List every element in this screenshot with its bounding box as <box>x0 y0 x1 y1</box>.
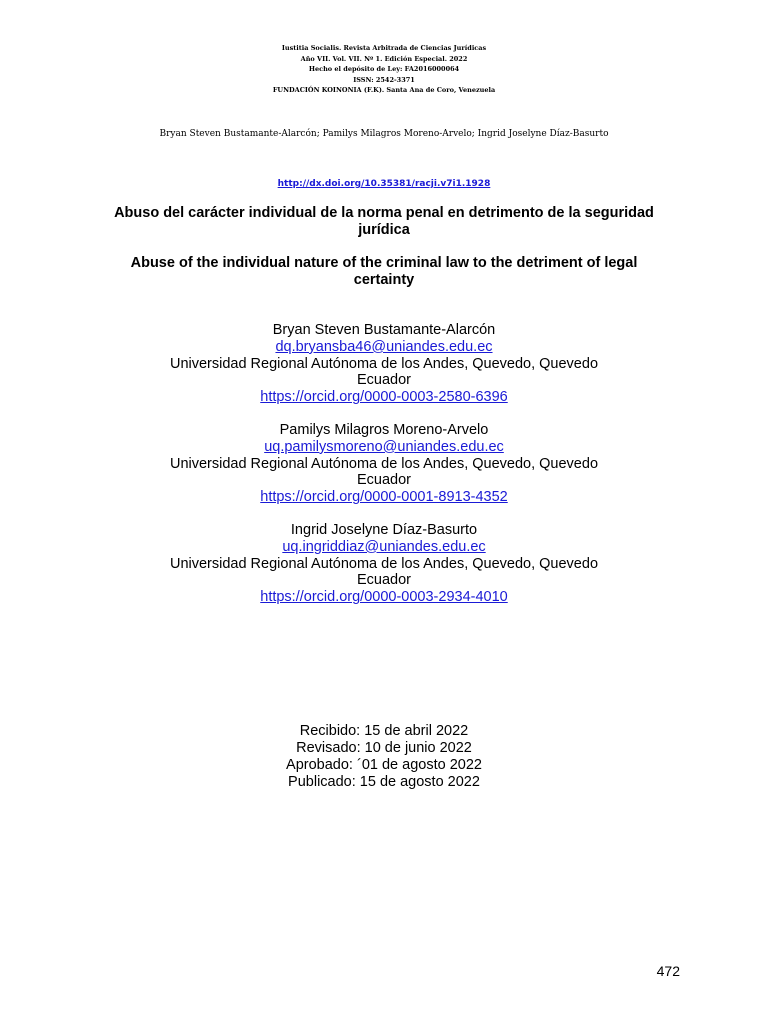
author-country: Ecuador <box>356 472 411 489</box>
author-affiliation: Universidad Regional Autónoma de los Andes, Quevedo, Quevedo <box>169 555 599 572</box>
author-affiliation: Universidad Regional Autónoma de los Andes, Quevedo, Quevedo <box>169 455 599 472</box>
author-affiliation: Universidad Regional Autónoma de los Andes, Quevedo, Quevedo <box>169 355 599 372</box>
journal-volume: Año VII. Vol. VII. Nº 1. Edición Especial. 2022 <box>300 54 468 63</box>
journal-name: Iustitia Socialis. Revista Arbitrada de Ciencias Jurídicas <box>281 44 487 52</box>
author-name: Pamilys Milagros Moreno-Arvelo <box>279 422 489 438</box>
date-approved: Aprobado: ´01 de agosto 2022 <box>286 757 482 773</box>
date-received: Recibido: 15 de abril 2022 <box>299 723 469 739</box>
journal-publisher: FUNDACIÓN KOINONIA (F.K). Santa Ana de Coro, Venezuela <box>272 86 496 94</box>
date-revised: Revisado: 10 de junio 2022 <box>296 740 472 756</box>
article-dates <box>0 723 768 791</box>
author-orcid[interactable]: https://orcid.org/0000-0003-2934-4010 <box>260 589 508 606</box>
running-authors: Bryan Steven Bustamante-Alarcón; Pamilys Milagros Moreno-Arvelo; Ingrid Joselyne Díaz-Basurto <box>159 129 609 139</box>
date-published: Publicado: 15 de agosto 2022 <box>288 774 480 790</box>
author-orcid[interactable]: https://orcid.org/0000-0003-2580-6396 <box>260 389 508 406</box>
author-country: Ecuador <box>356 572 411 589</box>
author-email[interactable]: uq.pamilysmoreno@uniandes.edu.ec <box>264 438 504 455</box>
author-email[interactable]: uq.ingriddiaz@uniandes.edu.ec <box>282 538 486 555</box>
journal-header <box>0 43 768 96</box>
author-block <box>0 522 768 606</box>
author-orcid[interactable]: https://orcid.org/0000-0001-8913-4352 <box>260 489 508 506</box>
doi-container <box>0 173 768 191</box>
title-spanish: Abuso del carácter individual de la norma penal en detrimento de la seguridad jurídica <box>114 205 654 238</box>
author-block <box>0 422 768 506</box>
author-country: Ecuador <box>356 372 411 389</box>
page-number: 472 <box>656 963 680 979</box>
journal-issn: ISSN: 2542-3371 <box>353 75 415 84</box>
journal-deposit: Hecho el depósito de Ley: FA2016000064 <box>308 65 460 73</box>
author-name: Bryan Steven Bustamante-Alarcón <box>272 322 496 338</box>
doi-link[interactable]: http://dx.doi.org/10.35381/racji.v7i1.1928 <box>277 179 491 189</box>
title-english: Abuse of the individual nature of the criminal law to the detriment of legal certainty <box>130 255 638 288</box>
author-email[interactable]: dq.bryansba46@uniandes.edu.ec <box>275 338 493 355</box>
author-name: Ingrid Joselyne Díaz-Basurto <box>290 522 478 538</box>
author-block <box>0 322 768 406</box>
